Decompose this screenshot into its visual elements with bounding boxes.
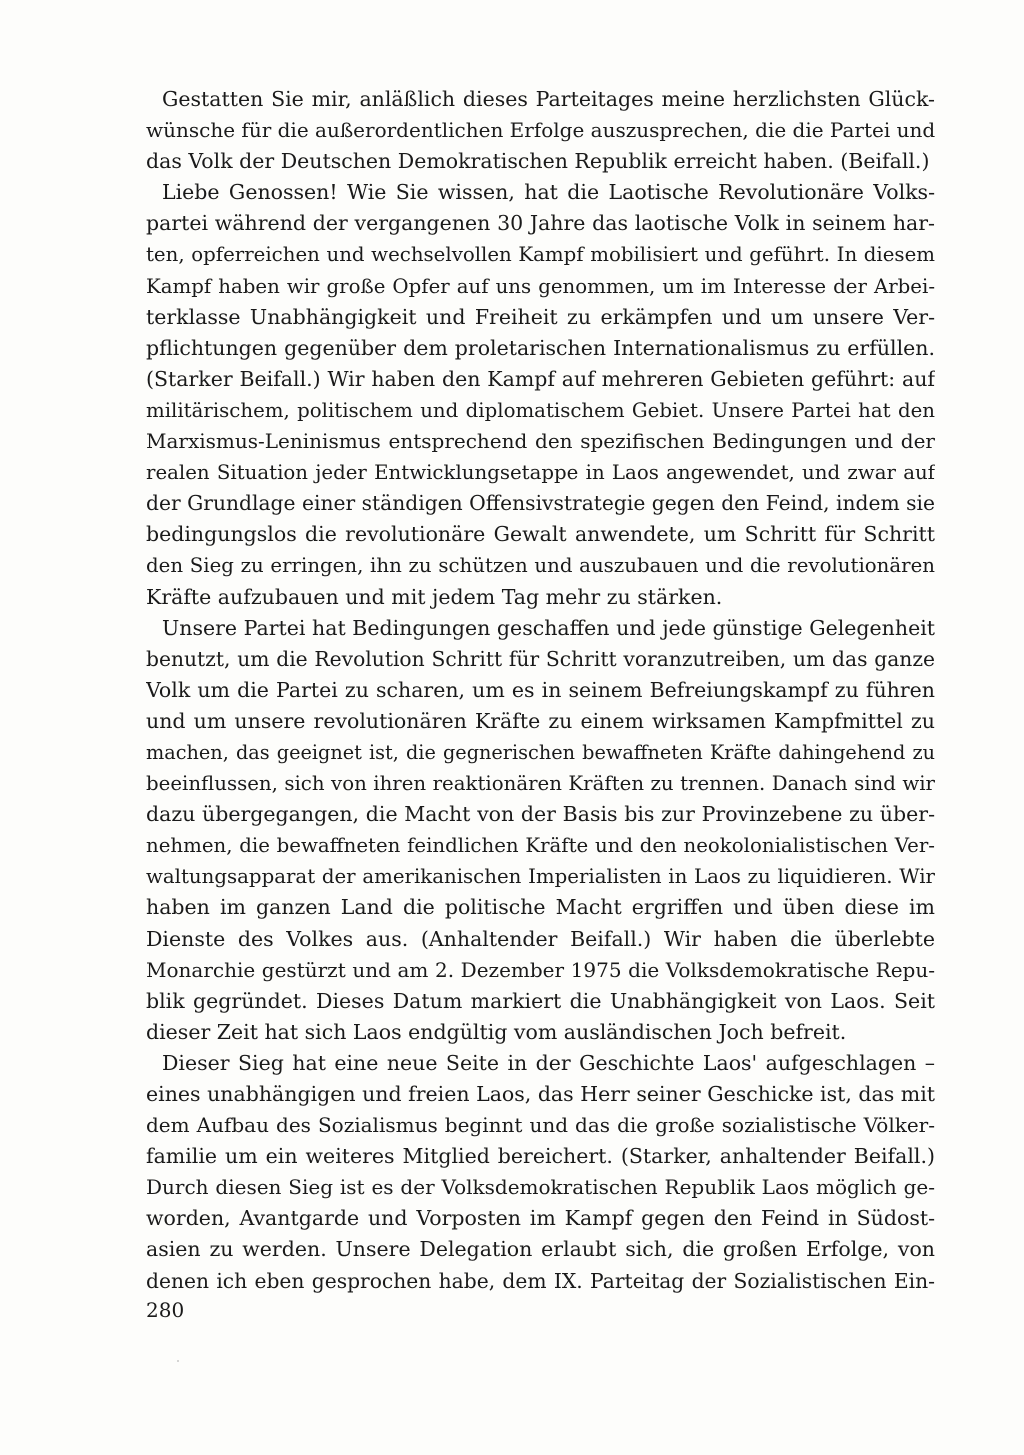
text-line: ten, opferreichen und wechselvollen Kampf mobilisiert und geführt. In diesem [146, 243, 935, 267]
paragraph [146, 84, 935, 177]
body-text [146, 84, 935, 1297]
text-line: blik gegründet. Dieses Datum markiert die Unabhängigkeit von Laos. Seit [146, 988, 935, 1013]
text-line: familie um ein weiteres Mitglied bereichert. (Starker, anhaltender Beifall.) [146, 1144, 935, 1169]
text-line: Volk um die Partei zu scharen, um es in seinem Befreiungskampf zu führen [146, 677, 935, 702]
text-line: dazu übergegangen, die Macht von der Basis bis zur Provinzebene zu über- [146, 802, 935, 827]
text-line: benutzt, um die Revolution Schritt für Schritt voranzutreiben, um das ganze [146, 646, 935, 671]
paragraph [146, 177, 935, 612]
text-line: haben im ganzen Land die politische Macht ergriffen und üben diese im [146, 895, 935, 920]
text-line: nehmen, die bewaffneten feindlichen Kräfte und den neokolonialistischen Ver- [146, 834, 935, 858]
text-line: und um unsere revolutionären Kräfte zu einem wirksamen Kampfmittel zu [146, 708, 935, 733]
text-line: realen Situation jeder Entwicklungsetappe in Laos angewendet, und zwar auf [146, 461, 935, 485]
text-line: bedingungslos die revolutionäre Gewalt anwendete, um Schritt für Schritt [146, 522, 935, 547]
text-line: den Sieg zu erringen, ihn zu schützen und auszubauen und die revolutionären [146, 554, 935, 578]
text-line: Dienste des Volkes aus. (Anhaltender Beifall.) Wir haben die überlebte [146, 926, 935, 951]
text-line: Gestatten Sie mir, anläßlich dieses Parteitages meine herzlichsten Glück- [162, 87, 935, 111]
text-line: wünsche für die außerordentlichen Erfolge auszusprechen, die die Partei und [146, 118, 935, 143]
text-line: Unsere Partei hat Bedingungen geschaffen und jede günstige Gelegenheit [162, 615, 935, 640]
text-line: worden, Avantgarde und Vorposten im Kampf gegen den Feind in Südost- [146, 1206, 935, 1231]
text-line: der Grundlage einer ständigen Offensivstrategie gegen den Feind, indem sie [146, 491, 935, 516]
text-line: (Starker Beifall.) Wir haben den Kampf auf mehreren Gebieten geführt: auf [146, 366, 935, 391]
text-line: pflichtungen gegenüber dem proletarischen Internationalismus zu erfüllen. [146, 335, 935, 360]
text-line: dem Aufbau des Sozialismus beginnt und das die große sozialistische Völker- [146, 1113, 935, 1138]
text-line: Dieser Sieg hat eine neue Seite in der Geschichte Laos' aufgeschlagen – [162, 1050, 935, 1075]
text-line: Monarchie gestürzt und am 2. Dezember 1975 die Volksdemokratische Repu- [146, 957, 935, 982]
text-line: militärischem, politischem und diplomatischem Gebiet. Unsere Partei hat den [146, 398, 935, 422]
text-line: Liebe Genossen! Wie Sie wissen, hat die Laotische Revolutionäre Volks- [162, 180, 935, 205]
page-number: 280 [146, 1298, 185, 1322]
text-line: waltungsapparat der amerikanischen Imperialisten in Laos zu liquidieren. Wir [146, 865, 935, 889]
text-line: Durch diesen Sieg ist es der Volksdemokratischen Republik Laos möglich ge- [146, 1175, 935, 1200]
text-line: asien zu werden. Unsere Delegation erlaubt sich, die großen Erfolge, von [146, 1237, 935, 1262]
text-line: eines unabhängigen und freien Laos, das Herr seiner Geschicke ist, das mit [146, 1082, 935, 1106]
text-line: partei während der vergangenen 30 Jahre das laotische Volk in seinem har- [146, 211, 935, 236]
text-line: Kräfte aufzubauen und mit jedem Tag mehr zu stärken. [146, 584, 723, 609]
text-line: beeinflussen, sich von ihren reaktionären Kräften zu trennen. Danach sind wir [146, 772, 935, 796]
text-line: denen ich eben gesprochen habe, dem IX. Parteitag der Sozialistischen Ein- [146, 1268, 935, 1293]
paper-speck [177, 1360, 179, 1362]
paragraph [146, 1048, 935, 1297]
text-line: das Volk der Deutschen Demokratischen Republik erreicht haben. (Beifall.) [146, 149, 930, 174]
paragraph [146, 613, 935, 1048]
text-line: terklasse Unabhängigkeit und Freiheit zu erkämpfen und um unsere Ver- [146, 304, 935, 329]
text-line: dieser Zeit hat sich Laos endgültig vom ausländischen Joch befreit. [146, 1019, 847, 1044]
text-line: machen, das geeignet ist, die gegnerischen bewaffneten Kräfte dahingehend zu [146, 740, 935, 764]
text-line: Kampf haben wir große Opfer auf uns genommen, um im Interesse der Arbei- [146, 274, 935, 298]
text-line: Marxismus-Leninismus entsprechend den spezifischen Bedingungen und der [146, 429, 935, 454]
